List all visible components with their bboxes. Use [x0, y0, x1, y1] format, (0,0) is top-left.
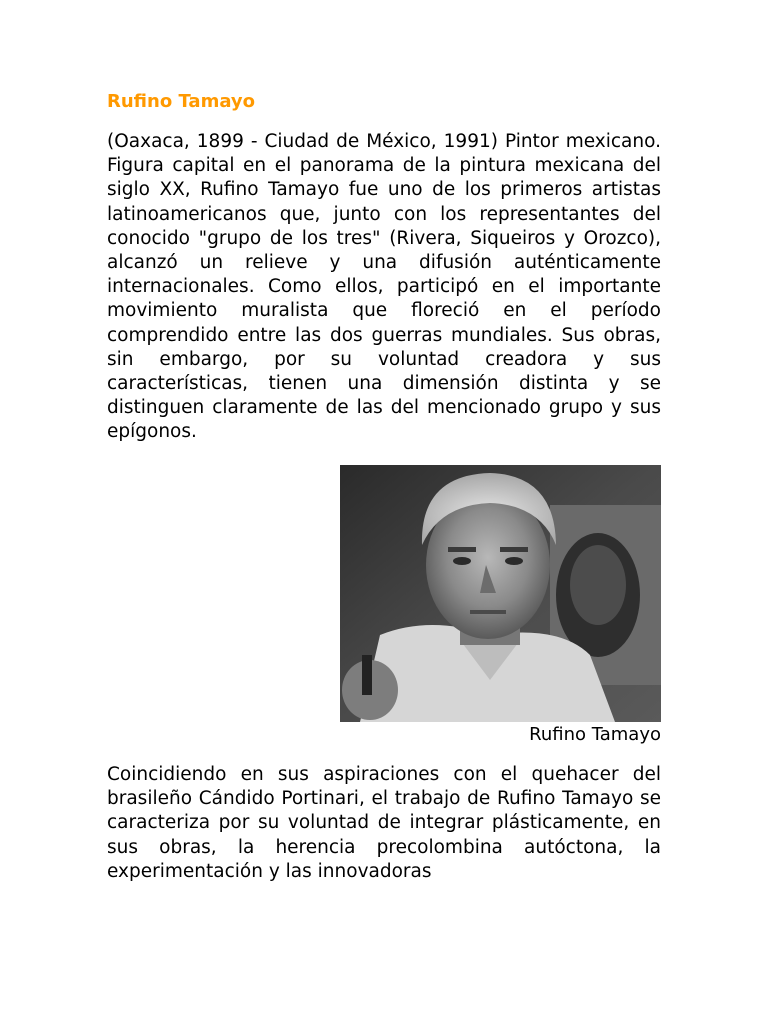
article-paragraph-intro: (Oaxaca, 1899 - Ciudad de México, 1991) Pintor mexicano. Figura capital en el panorama de la pintura mexicana del siglo XX, Rufino Tamayo fue uno de los primeros artistas latinoamericanos que, junto con los representantes del conocido "grupo de los tres" (Rivera, Siqueiros y Orozco), alcanzó un relieve y una difusión auténticamente internacionales. Como ellos, participó en el importante movimiento muralista que floreció en el período comprendido entre las dos guerras mundiales. Sus obras, sin embargo, por su voluntad creadora y sus características, tienen una dimensión distinta y se distinguen claramente de las del mencionado grupo y sus epígonos.: [107, 131, 661, 443]
article-paragraph-second: Coincidiendo en sus aspiraciones con el quehacer del brasileño Cándido Portinari, el trabajo de Rufino Tamayo se caracteriza por su voluntad de integrar plásticamente, en sus obras, la herencia precolombina autóctona, la experimentación y las innovadoras: [107, 764, 661, 882]
portrait-photo: [340, 465, 661, 722]
photo-caption: Rufino Tamayo: [529, 724, 661, 745]
article-title: Rufino Tamayo: [107, 91, 256, 112]
